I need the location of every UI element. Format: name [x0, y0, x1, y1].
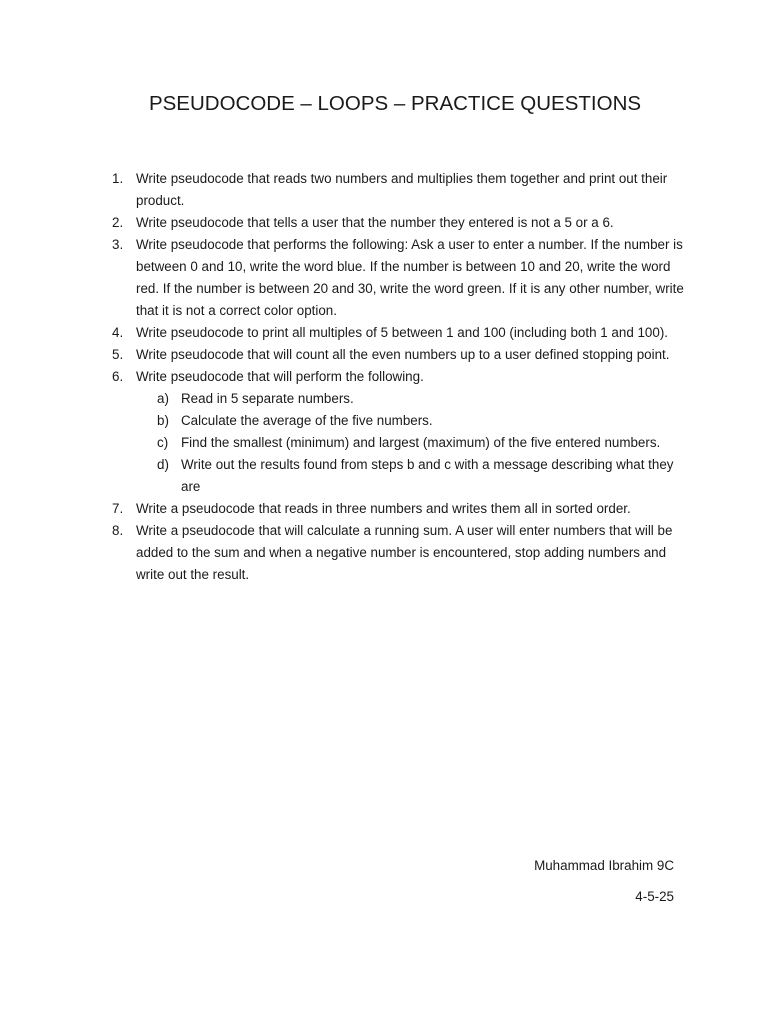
question-text: Write pseudocode that will perform the following. [136, 369, 424, 384]
sub-question-text: Write out the results found from steps b and c with a message describing what they are [181, 457, 674, 494]
question-text: Write pseudocode that will count all the even numbers up to a user defined stopping point. [136, 347, 670, 362]
question-text: Write a pseudocode that reads in three numbers and writes them all in sorted order. [136, 501, 631, 516]
signature-name: Muhammad Ibrahim 9C [534, 858, 674, 873]
question-text: Write a pseudocode that will calculate a running sum. A user will enter numbers that will be added to the sum and when a negative number is encountered, stop adding numbers and write out the result. [136, 523, 673, 582]
question-number: 1. [112, 171, 124, 186]
sub-question-text: Read in 5 separate numbers. [181, 391, 354, 406]
sub-question-list [136, 388, 688, 498]
sub-question-letter: a) [157, 391, 169, 406]
question-number: 2. [112, 215, 124, 230]
question-text: Write pseudocode that performs the following: Ask a user to enter a number. If the number is between 0 and 10, write the word blue. If the number is between 10 and 20, write the word red. If the number is between 20 and 30, write the word green. If it is any other number, write that it is not a correct color option. [136, 237, 684, 318]
sub-question-item [136, 432, 688, 454]
sub-question-item [136, 410, 688, 432]
question-item [108, 322, 688, 344]
sub-question-letter: d) [157, 457, 169, 472]
question-item [108, 366, 688, 498]
question-number: 8. [112, 523, 124, 538]
question-list [108, 168, 688, 586]
question-item [108, 234, 688, 322]
question-item [108, 168, 688, 212]
question-number: 3. [112, 237, 124, 252]
question-item [108, 212, 688, 234]
signature-date: 4-5-25 [635, 889, 674, 904]
question-item [108, 520, 688, 586]
question-number: 5. [112, 347, 124, 362]
page-title: PSEUDOCODE – LOOPS – PRACTICE QUESTIONS [148, 92, 642, 115]
question-text: Write pseudocode to print all multiples of 5 between 1 and 100 (including both 1 and 100). [136, 325, 669, 340]
sub-question-item [136, 388, 688, 410]
question-item [108, 498, 688, 520]
sub-question-text: Find the smallest (minimum) and largest (maximum) of the five entered numbers. [181, 435, 661, 450]
question-number: 7. [112, 501, 124, 516]
sub-question-letter: c) [157, 435, 169, 450]
question-number: 6. [112, 369, 124, 384]
question-text: Write pseudocode that reads two numbers and multiplies them together and print out their product. [136, 171, 668, 208]
sub-question-item [136, 454, 688, 498]
question-text: Write pseudocode that tells a user that the number they entered is not a 5 or a 6. [136, 215, 614, 230]
question-number: 4. [112, 325, 124, 340]
sub-question-text: Calculate the average of the five numbers. [181, 413, 433, 428]
question-item [108, 344, 688, 366]
sub-question-letter: b) [157, 413, 169, 428]
